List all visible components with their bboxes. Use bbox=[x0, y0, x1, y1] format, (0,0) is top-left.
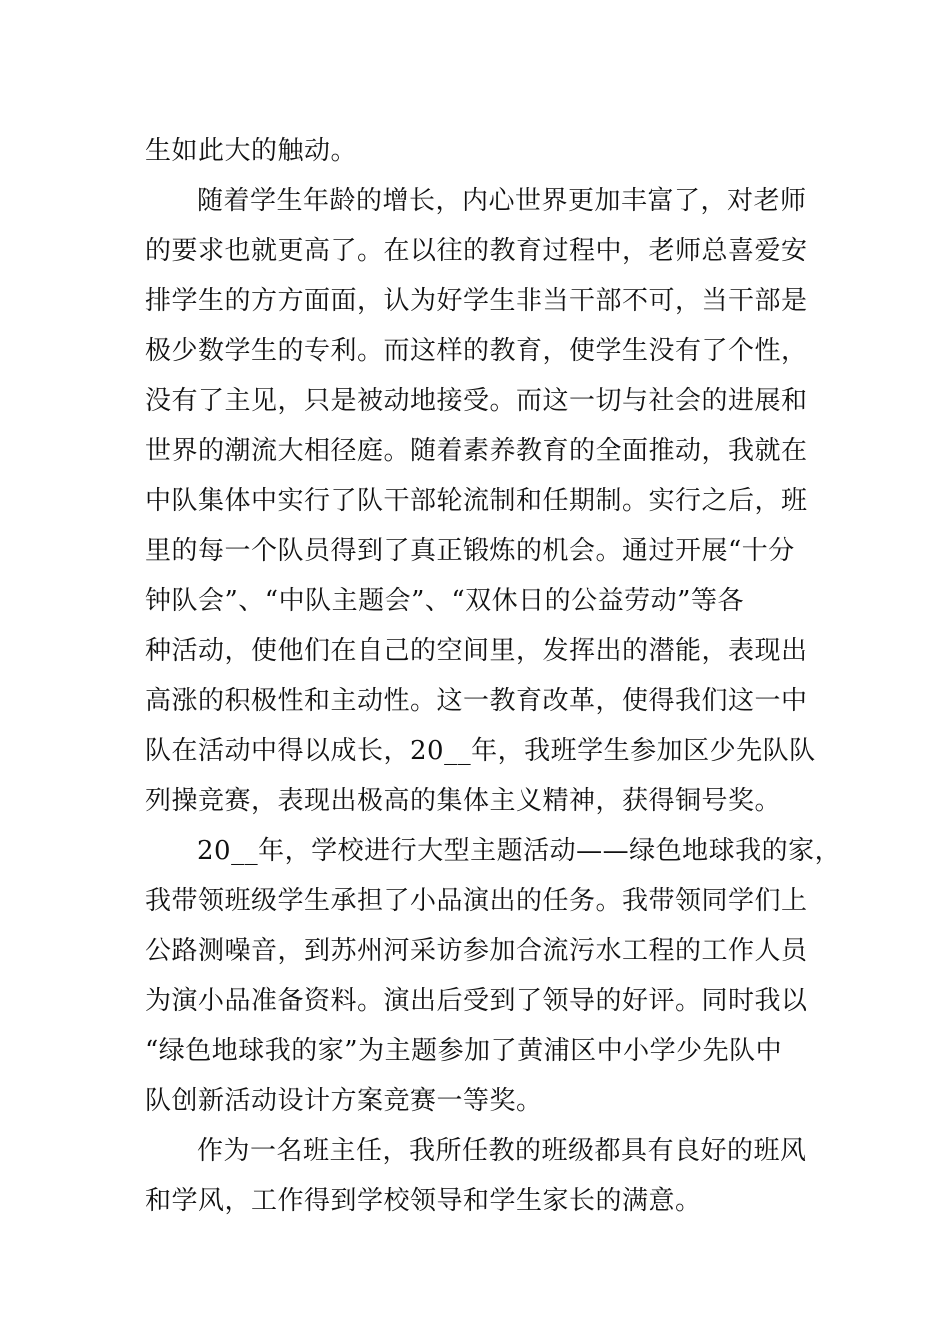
text-line: 为演小品准备资料。演出后受到了领导的好评。同时我以 bbox=[145, 986, 808, 1016]
text-line: 的要求也就更高了。在以往的教育过程中，老师总喜爱安 bbox=[145, 236, 808, 266]
text-line: 我带领班级学生承担了小品演出的任务。我带领同学们上 bbox=[145, 886, 808, 916]
text-line: 随着学生年龄的增长，内心世界更加丰富了，对老师 bbox=[197, 186, 807, 216]
text-line: “绿色地球我的家”为主题参加了黄浦区中小学少先队中 bbox=[145, 1036, 783, 1066]
text-line: 列操竞赛，表现出极高的集体主义精神，获得铜号奖。 bbox=[145, 786, 782, 816]
document-body bbox=[145, 126, 842, 1226]
text-line: 世界的潮流大相径庭。随着素养教育的全面推动，我就在 bbox=[145, 436, 808, 466]
text-line: 里的每一个队员得到了真正锻炼的机会。通过开展“十分 bbox=[145, 536, 795, 566]
text-line: 钟队会”、“中队主题会”、“双休日的公益劳动”等各 bbox=[145, 586, 744, 616]
text-line: 种活动，使他们在自己的空间里，发挥出的潜能，表现出 bbox=[145, 636, 808, 666]
text-line: 没有了主见，只是被动地接受。而这一切与社会的进展和 bbox=[145, 386, 808, 416]
text-line: 生如此大的触动。 bbox=[145, 136, 358, 166]
text-line: 20__年，学校进行大型主题活动——绿色地球我的家， bbox=[197, 836, 842, 866]
text-line: 中队集体中实行了队干部轮流制和任期制。实行之后，班 bbox=[145, 486, 808, 516]
text-line: 作为一名班主任，我所任教的班级都具有良好的班风 bbox=[197, 1136, 807, 1166]
text-line: 队在活动中得以成长，20__年，我班学生参加区少先队队 bbox=[145, 736, 816, 766]
text-line: 公路测噪音，到苏州河采访参加合流污水工程的工作人员 bbox=[145, 936, 808, 966]
text-line: 高涨的积极性和主动性。这一教育改革，使得我们这一中 bbox=[145, 686, 808, 716]
text-line: 极少数学生的专利。而这样的教育，使学生没有了个性， bbox=[145, 336, 808, 366]
text-line: 和学风，工作得到学校领导和学生家长的满意。 bbox=[145, 1186, 702, 1216]
text-line: 排学生的方方面面，认为好学生非当干部不可，当干部是 bbox=[145, 286, 808, 316]
text-line: 队创新活动设计方案竞赛一等奖。 bbox=[145, 1086, 543, 1116]
